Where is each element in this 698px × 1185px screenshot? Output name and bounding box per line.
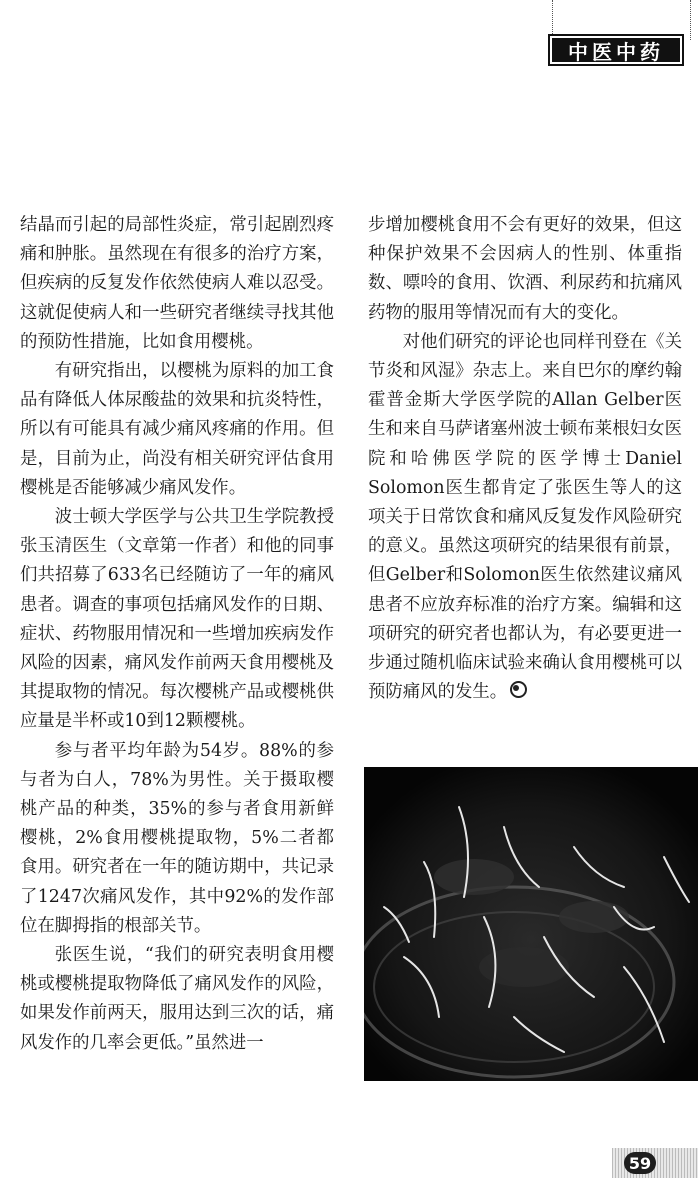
end-mark-icon — [510, 681, 527, 698]
paragraph: 有研究指出，以樱桃为原料的加工食品有降低人体尿酸盐的效果和抗炎特性，所以有可能具有减少痛风疼痛的作用。但是，目前为止，尚没有相关研究评估食用樱桃是否能够减少痛风发作。 — [20, 361, 334, 498]
cherry — [434, 859, 514, 895]
paragraph: 张医生说，“我们的研究表明食用樱桃或樱桃提取物降低了痛风发作的风险，如果发作前两天，服用达到三次的话，痛风发作的几率会更低。”虽然进一 — [20, 945, 334, 1053]
header-rule-right — [690, 0, 692, 40]
page-number: 59 — [624, 1152, 656, 1174]
cherry-stems-photo — [364, 767, 698, 1081]
cherry — [559, 901, 629, 933]
section-label: 中医中药 — [548, 34, 684, 66]
article-left-column — [20, 211, 334, 1058]
paragraph: 参与者平均年龄为54岁。88%的参与者为白人，78%为男性。关于摄取樱桃产品的种类，35%的参与者食用新鲜樱桃，2%食用樱桃提取物，5%二者都食用。研究者在一年的随访期中，共记录了1247次痛风发作，其中92%的发作部位在脚拇指的根部关节。 — [20, 740, 334, 936]
cherry-stems-illustration — [364, 767, 698, 1081]
article-right-column — [368, 211, 682, 707]
paragraph: 步增加樱桃食用不会有更好的效果，但这种保护效果不会因病人的性别、体重指数、嘌呤的食用、饮酒、利尿药和抗痛风药物的服用等情况而有大的变化。 — [368, 215, 682, 323]
paragraph — [368, 328, 682, 708]
paragraph-text: 对他们研究的评论也同样刊登在《关节炎和风湿》杂志上。来自巴尔的摩约翰霍普金斯大学医学院的Allan Gelber医生和来自马萨诸塞州波士顿布莱根妇女医院和哈佛医学院的医学博士Daniel Solomon医生都肯定了张医生等人的这项关于日常饮食和痛风反复发作风险研究的意义。虽然这项研究的结果很有前景，但Gelber和Solomon医生依然建议痛风患者不应放弃标准的治疗方案。编辑和这项研究的研究者也都认为，有必要更进一步通过随机临床试验来确认食用樱桃可以预防痛风的发生。 — [368, 331, 682, 703]
cherry — [479, 947, 569, 987]
paragraph: 波士顿大学医学与公共卫生学院教授张玉清医生（文章第一作者）和他的同事们共招募了633名已经随访了一年的痛风患者。调查的事项包括痛风发作的日期、症状、药物服用情况和一些增加疾病发作风险的因素，痛风发作前两天食用樱桃及其提取物的情况。每次樱桃产品或樱桃供应量是半杯或10到12颗樱桃。 — [20, 507, 334, 732]
paragraph: 结晶而引起的局部性炎症，常引起剧烈疼痛和肿胀。虽然现在有很多的治疗方案，但疾病的反复发作依然使病人难以忍受。这就促使病人和一些研究者继续寻找其他的预防性措施，比如食用樱桃。 — [20, 215, 334, 352]
